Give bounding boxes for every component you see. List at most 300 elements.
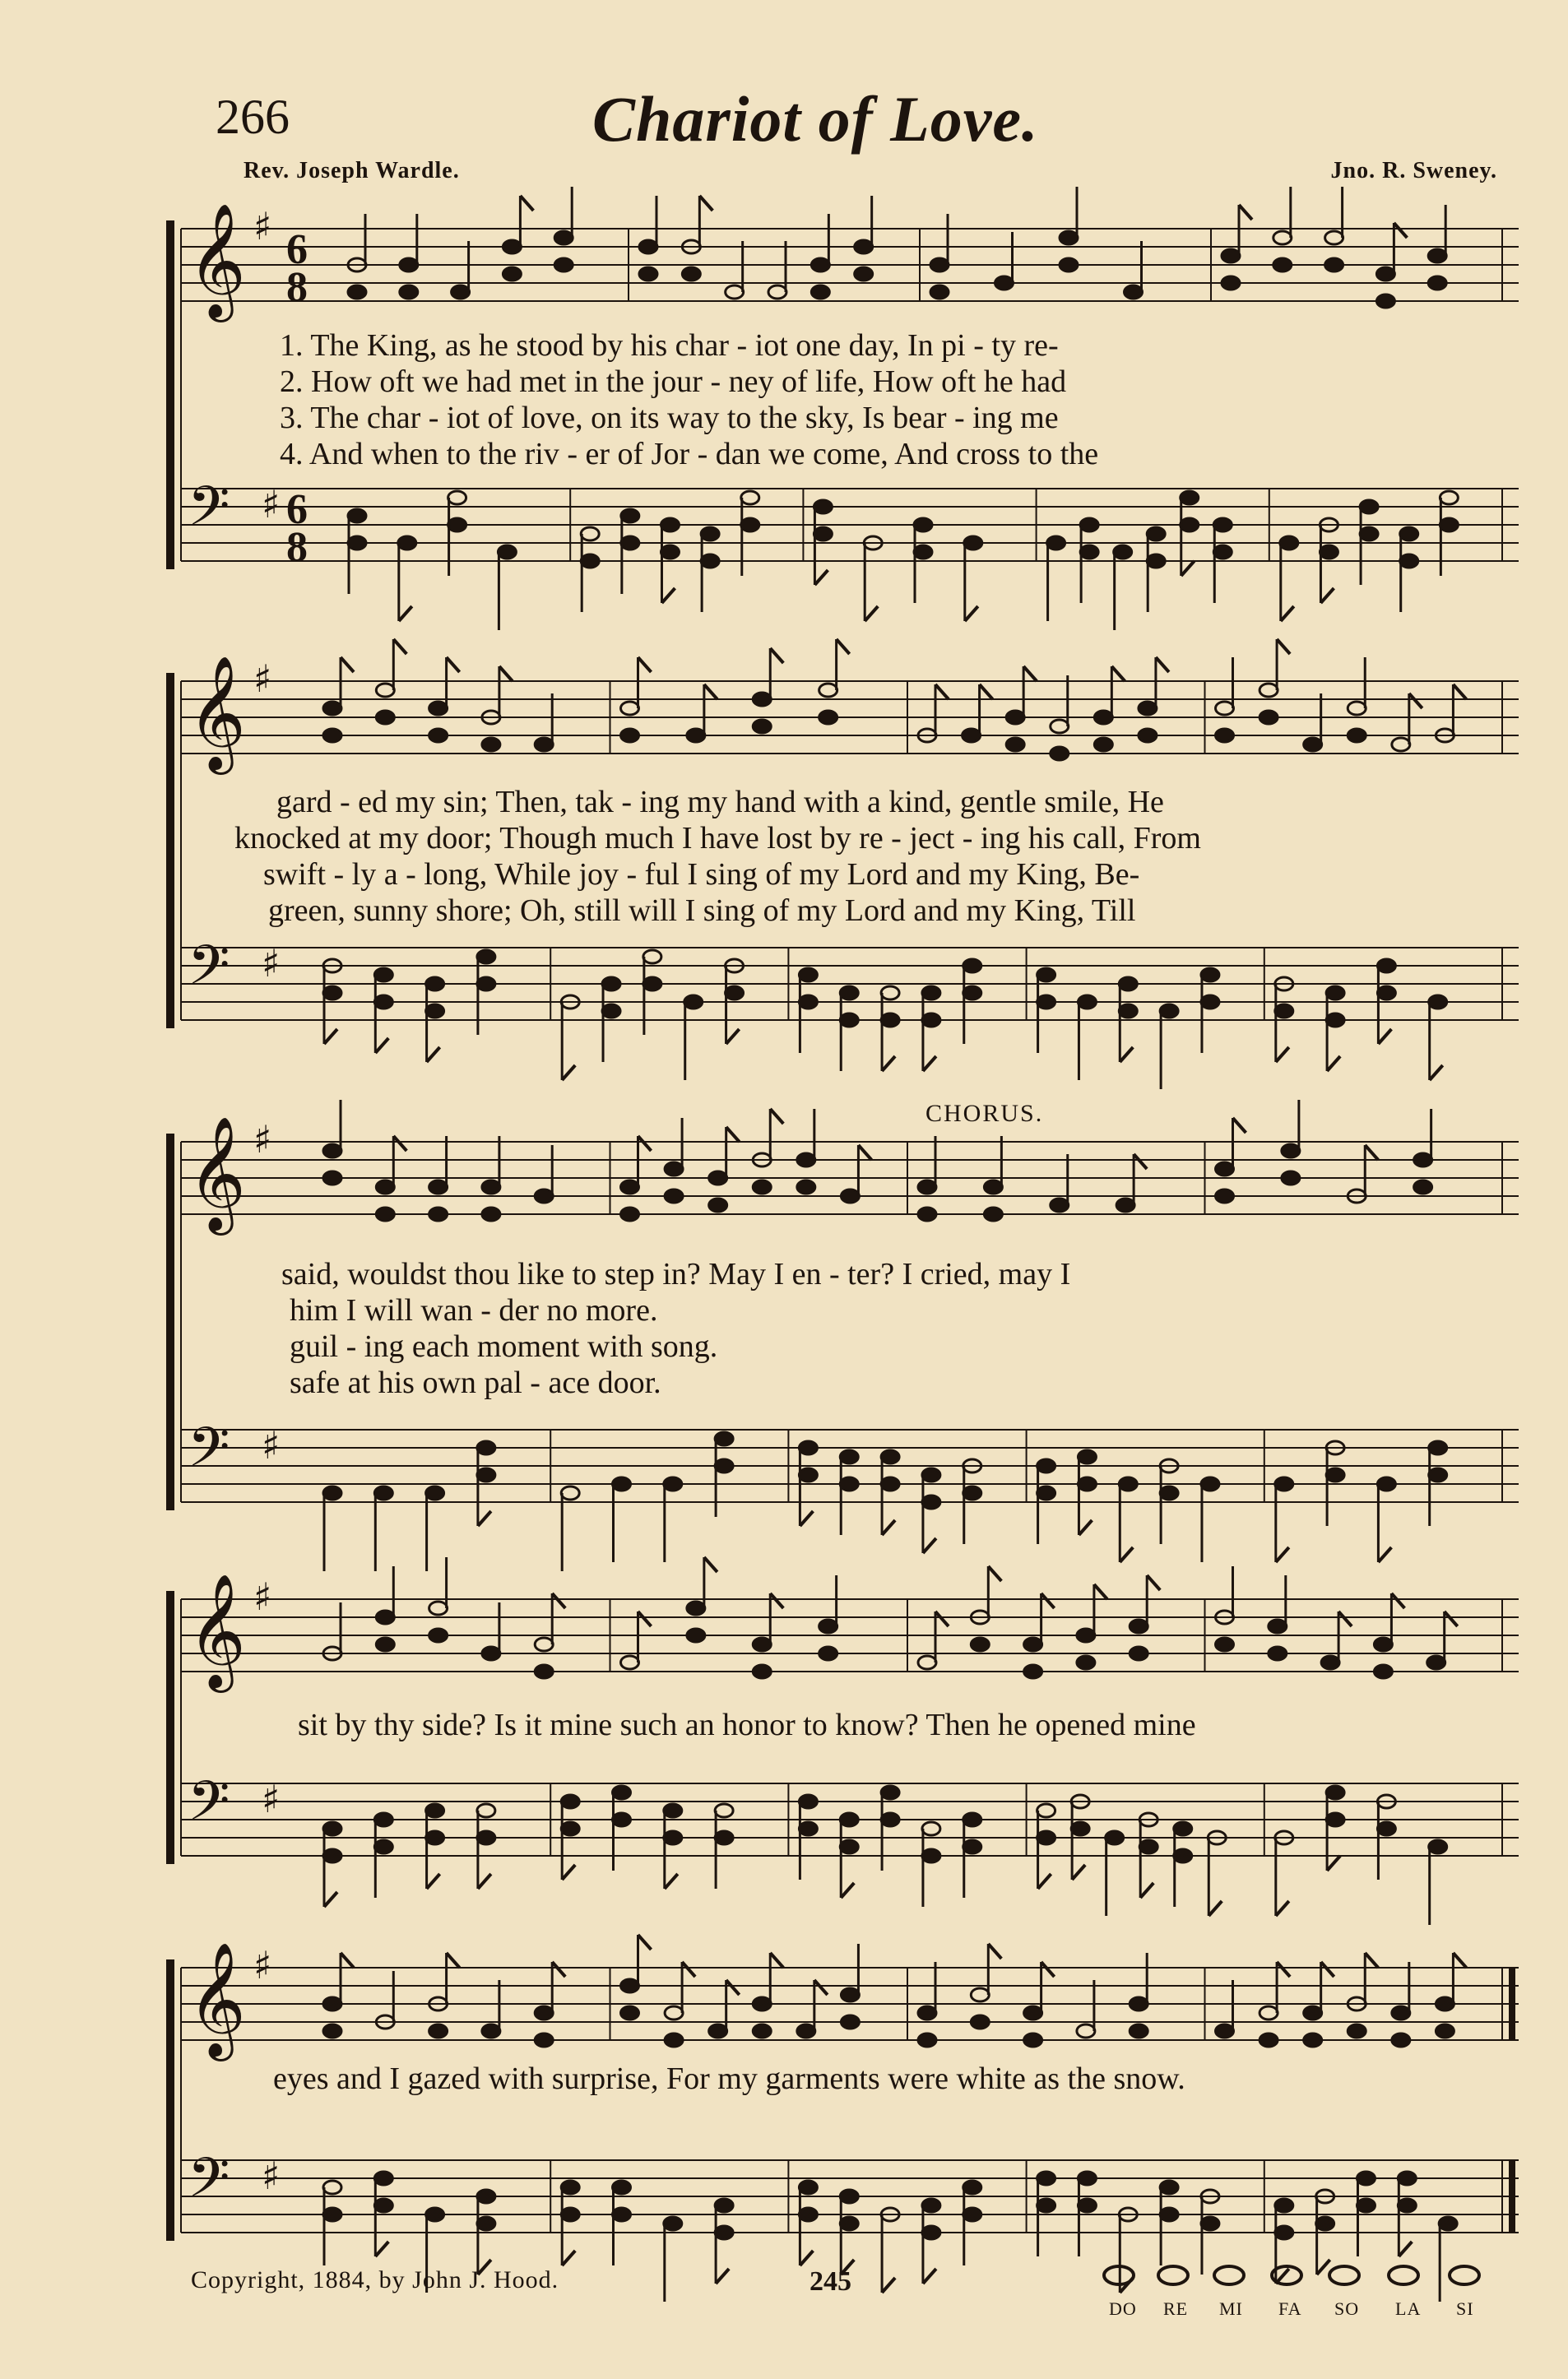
note-head bbox=[753, 1180, 771, 1194]
note-head bbox=[918, 2034, 936, 2047]
note-head bbox=[715, 1831, 733, 1844]
note-head bbox=[477, 1831, 495, 1844]
note-head bbox=[535, 1190, 553, 1203]
note-head bbox=[1374, 1665, 1392, 1678]
note-head bbox=[1304, 738, 1322, 751]
note-head bbox=[429, 1180, 448, 1194]
note-head bbox=[374, 995, 392, 1009]
note-flag bbox=[1072, 1865, 1085, 1880]
note-head bbox=[930, 285, 949, 299]
note-head bbox=[1275, 2199, 1293, 2212]
note-head bbox=[799, 2181, 817, 2194]
note-flag bbox=[1181, 561, 1195, 576]
note-head bbox=[1160, 2181, 1178, 2194]
note-head bbox=[664, 2217, 682, 2230]
note-head bbox=[840, 2217, 858, 2230]
note-head bbox=[613, 1813, 631, 1826]
note-flag bbox=[770, 1953, 783, 1968]
note-head bbox=[995, 276, 1014, 290]
note-flag bbox=[1365, 1145, 1378, 1160]
note-head bbox=[477, 2217, 495, 2230]
shape-label-so: SO bbox=[1334, 2298, 1360, 2319]
note-head bbox=[1348, 702, 1366, 715]
note-head bbox=[840, 1840, 858, 1853]
note-head bbox=[400, 285, 418, 299]
note-flag bbox=[882, 1056, 895, 1071]
note-flag bbox=[393, 639, 406, 654]
note-head bbox=[665, 1190, 683, 1203]
note-head bbox=[561, 2208, 579, 2221]
note-flag bbox=[1276, 1047, 1289, 1062]
note-head bbox=[963, 1813, 981, 1826]
note-head bbox=[1125, 285, 1143, 299]
note-head bbox=[768, 285, 786, 299]
note-head bbox=[881, 1477, 899, 1491]
note-flag bbox=[341, 657, 354, 672]
note-head bbox=[323, 1997, 341, 2010]
note-head bbox=[726, 285, 744, 299]
treble-clef: 𝄞 bbox=[188, 1942, 246, 2057]
note-head bbox=[1130, 1620, 1148, 1633]
note-head bbox=[1077, 2024, 1095, 2038]
note-flag bbox=[837, 639, 850, 654]
note-head bbox=[1114, 545, 1132, 559]
note-head bbox=[753, 693, 771, 706]
note-head bbox=[840, 1477, 858, 1491]
note-head bbox=[840, 986, 858, 999]
time-signature: 6 bbox=[286, 225, 308, 273]
note-flag bbox=[562, 1065, 575, 1080]
note-head bbox=[984, 1208, 1002, 1221]
note-head bbox=[1147, 554, 1165, 568]
note-head bbox=[554, 231, 573, 244]
note-head bbox=[1436, 1997, 1454, 2010]
note-flag bbox=[638, 1935, 652, 1950]
note-head bbox=[918, 1180, 936, 1194]
note-flag bbox=[1430, 1065, 1443, 1080]
note-flag bbox=[1023, 666, 1037, 681]
note-head bbox=[1439, 2217, 1457, 2230]
note-head bbox=[426, 1486, 444, 1500]
note-flag bbox=[393, 1136, 406, 1151]
note-head bbox=[1094, 711, 1112, 724]
note-flag bbox=[1147, 1575, 1160, 1590]
shape-note-icon bbox=[1389, 2266, 1418, 2284]
note-head bbox=[374, 2172, 392, 2185]
note-head bbox=[715, 1432, 733, 1445]
note-head bbox=[715, 2226, 733, 2239]
note-head bbox=[1216, 1162, 1234, 1176]
lyric-line: gard - ed my sin; Then, tak - ing my hand with a kind, gentle smile, He bbox=[276, 785, 1164, 819]
note-head bbox=[1377, 1822, 1395, 1835]
note-head bbox=[1047, 536, 1065, 550]
note-flag bbox=[1041, 1962, 1055, 1977]
key-signature-sharp: ♯ bbox=[262, 482, 281, 527]
note-flag bbox=[1453, 684, 1466, 699]
note-flag bbox=[399, 606, 412, 621]
note-flag bbox=[770, 648, 783, 663]
note-head bbox=[1374, 1638, 1392, 1651]
lyric-line: safe at his own pal - ace door. bbox=[290, 1366, 661, 1400]
shape-label-fa: FA bbox=[1278, 2298, 1302, 2319]
hymn-number: 266 bbox=[216, 90, 290, 144]
key-signature-sharp: ♯ bbox=[262, 1423, 281, 1468]
note-head bbox=[376, 1611, 394, 1624]
note-head bbox=[613, 1786, 631, 1799]
note-flag bbox=[1111, 666, 1125, 681]
note-head bbox=[535, 2006, 553, 2020]
note-head bbox=[963, 729, 981, 742]
note-head bbox=[797, 1180, 815, 1194]
note-head bbox=[1273, 258, 1292, 271]
lyric-line: 2. How oft we had met in the jour - ney of life, How oft he had bbox=[280, 364, 1067, 399]
note-flag bbox=[814, 570, 828, 585]
shape-note-icon bbox=[1450, 2266, 1479, 2284]
note-head bbox=[1037, 995, 1055, 1009]
treble-clef: 𝄞 bbox=[188, 1116, 246, 1231]
note-head bbox=[400, 258, 418, 271]
note-head bbox=[554, 258, 573, 271]
note-flag bbox=[1276, 1547, 1289, 1562]
note-flag bbox=[1134, 1154, 1147, 1169]
shape-note-key bbox=[1099, 2251, 1502, 2333]
note-head bbox=[1051, 720, 1069, 733]
system-brace bbox=[166, 1134, 174, 1510]
final-barline bbox=[1509, 1968, 1515, 2040]
note-head bbox=[715, 2199, 733, 2212]
note-head bbox=[429, 729, 448, 742]
lyric-line: swift - ly a - long, While joy - ful I sing of my Lord and my King, Be- bbox=[263, 857, 1140, 892]
note-head bbox=[971, 1988, 989, 2001]
time-signature: 6 bbox=[286, 485, 308, 533]
note-flag bbox=[716, 2269, 729, 2284]
note-head bbox=[1325, 258, 1343, 271]
note-head bbox=[1080, 545, 1098, 559]
treble-clef: 𝄞 bbox=[188, 1574, 246, 1689]
note-flag bbox=[478, 1511, 491, 1526]
note-head bbox=[684, 995, 703, 1009]
hymn-title: Chariot of Love. bbox=[592, 83, 1039, 155]
note-head bbox=[374, 1486, 392, 1500]
note-head bbox=[613, 2208, 631, 2221]
note-flag bbox=[1277, 1962, 1290, 1977]
note-flag bbox=[1120, 1547, 1133, 1562]
note-head bbox=[811, 258, 829, 271]
note-head bbox=[799, 1822, 817, 1835]
note-flag bbox=[704, 684, 717, 699]
note-head bbox=[819, 684, 837, 697]
note-head bbox=[1428, 249, 1446, 262]
note-head bbox=[376, 1638, 394, 1651]
note-head bbox=[1024, 1665, 1042, 1678]
note-head bbox=[1201, 968, 1219, 981]
note-head bbox=[1326, 1013, 1344, 1027]
note-head bbox=[426, 977, 444, 990]
lyric-line: 3. The char - iot of love, on its way to the sky, Is bear - ing me bbox=[280, 401, 1059, 435]
note-flag bbox=[499, 666, 513, 681]
note-head bbox=[1078, 2199, 1096, 2212]
note-head bbox=[665, 2006, 683, 2020]
note-head bbox=[814, 527, 832, 540]
note-head bbox=[687, 1602, 705, 1615]
note-head bbox=[922, 2199, 940, 2212]
note-flag bbox=[1208, 1901, 1222, 1916]
note-head bbox=[348, 509, 366, 522]
system-brace bbox=[166, 673, 174, 1028]
note-head bbox=[448, 491, 466, 504]
shape-note-icon bbox=[1158, 2266, 1188, 2284]
note-head bbox=[1213, 518, 1232, 531]
note-head bbox=[1078, 1450, 1096, 1463]
note-head bbox=[1348, 2024, 1366, 2038]
note-head bbox=[922, 1849, 940, 1862]
note-head bbox=[348, 285, 366, 299]
note-flag bbox=[923, 1056, 936, 1071]
note-head bbox=[922, 1822, 940, 1835]
note-head bbox=[1414, 1180, 1432, 1194]
note-flag bbox=[1094, 1584, 1107, 1599]
note-flag bbox=[988, 1566, 1001, 1581]
note-head bbox=[1130, 2024, 1148, 2038]
note-flag bbox=[562, 2251, 575, 2265]
note-head bbox=[1275, 1004, 1293, 1018]
note-head bbox=[922, 2226, 940, 2239]
note-head bbox=[429, 702, 448, 715]
note-head bbox=[1440, 491, 1458, 504]
note-head bbox=[613, 1477, 631, 1491]
note-head bbox=[840, 1013, 858, 1027]
note-head bbox=[1440, 518, 1458, 531]
note-head bbox=[665, 2034, 683, 2047]
note-head bbox=[811, 285, 829, 299]
note-head bbox=[376, 1180, 394, 1194]
note-head bbox=[1060, 258, 1078, 271]
note-head bbox=[482, 1208, 500, 1221]
note-head bbox=[1436, 2024, 1454, 2038]
note-head bbox=[477, 1468, 495, 1482]
note-flag bbox=[1038, 1874, 1051, 1889]
note-head bbox=[1414, 1153, 1432, 1166]
key-signature-sharp: ♯ bbox=[253, 1574, 272, 1620]
note-head bbox=[1377, 1477, 1395, 1491]
note-head bbox=[535, 738, 553, 751]
note-head bbox=[1160, 1004, 1178, 1018]
page-number: 245 bbox=[810, 2266, 851, 2297]
note-flag bbox=[1140, 1883, 1153, 1898]
lyric-line: sit by thy side? Is it mine such an honor to know? Then he opened mine bbox=[298, 1708, 1196, 1742]
note-head bbox=[1216, 729, 1234, 742]
note-head bbox=[348, 536, 366, 550]
note-head bbox=[561, 1795, 579, 1808]
shape-note-icon bbox=[1329, 2266, 1359, 2284]
note-head bbox=[881, 986, 899, 999]
note-flag bbox=[1338, 1612, 1352, 1626]
note-head bbox=[855, 240, 873, 253]
note-head bbox=[323, 2208, 341, 2221]
lyric-line: green, sunny shore; Oh, still will I sing of my Lord and my King, Till bbox=[268, 893, 1136, 928]
bass-clef: 𝄢 bbox=[188, 2146, 230, 2224]
note-flag bbox=[552, 1593, 565, 1608]
note-head bbox=[664, 1831, 682, 1844]
note-flag bbox=[375, 2242, 388, 2256]
note-head bbox=[323, 702, 341, 715]
note-head bbox=[753, 1997, 771, 2010]
note-flag bbox=[1079, 1520, 1092, 1535]
note-head bbox=[1130, 1997, 1148, 2010]
note-head bbox=[799, 1795, 817, 1808]
note-head bbox=[429, 1208, 448, 1221]
note-head bbox=[1077, 1629, 1095, 1642]
shape-label-do: DO bbox=[1109, 2298, 1137, 2319]
note-flag bbox=[704, 1557, 717, 1572]
lyric-line: eyes and I gazed with surprise, For my garments were white as the snow. bbox=[273, 2061, 1185, 2096]
note-head bbox=[841, 1190, 859, 1203]
note-head bbox=[963, 2208, 981, 2221]
note-head bbox=[1160, 2208, 1178, 2221]
lyric-line: 1. The King, as he stood by his char - iot one day, In pi - ty re- bbox=[280, 328, 1059, 363]
note-head bbox=[426, 1804, 444, 1817]
note-head bbox=[665, 1162, 683, 1176]
note-head bbox=[621, 509, 639, 522]
note-head bbox=[1429, 995, 1447, 1009]
note-head bbox=[814, 500, 832, 513]
note-flag bbox=[1391, 1593, 1404, 1608]
note-head bbox=[741, 491, 759, 504]
note-head bbox=[1275, 2226, 1293, 2239]
note-head bbox=[963, 2181, 981, 2194]
note-head bbox=[1320, 545, 1338, 559]
note-head bbox=[1360, 500, 1378, 513]
note-head bbox=[819, 1620, 837, 1633]
note-flag bbox=[1327, 1056, 1340, 1071]
note-flag bbox=[1321, 1962, 1334, 1977]
note-head bbox=[709, 2024, 727, 2038]
note-flag bbox=[552, 1962, 565, 1977]
note-head bbox=[535, 1665, 553, 1678]
note-flag bbox=[726, 1029, 740, 1044]
note-head bbox=[426, 1831, 444, 1844]
note-head bbox=[1348, 729, 1366, 742]
bass-clef: 𝄢 bbox=[188, 1769, 230, 1847]
note-head bbox=[664, 1804, 682, 1817]
note-head bbox=[841, 1988, 859, 2001]
note-flag bbox=[1394, 223, 1407, 238]
note-head bbox=[561, 2181, 579, 2194]
note-head bbox=[535, 1638, 553, 1651]
note-flag bbox=[1276, 1901, 1289, 1916]
note-head bbox=[323, 1822, 341, 1835]
note-head bbox=[1304, 2034, 1322, 2047]
note-head bbox=[477, 1441, 495, 1454]
note-head bbox=[682, 267, 700, 281]
note-head bbox=[963, 1840, 981, 1853]
note-head bbox=[1139, 702, 1157, 715]
shape-note-icon bbox=[1104, 2266, 1134, 2284]
note-head bbox=[1222, 276, 1240, 290]
note-head bbox=[1282, 1171, 1300, 1185]
note-head bbox=[918, 2006, 936, 2020]
key-signature-sharp: ♯ bbox=[253, 656, 272, 702]
note-head bbox=[1139, 729, 1157, 742]
note-head bbox=[477, 2190, 495, 2203]
note-head bbox=[1160, 1486, 1178, 1500]
note-head bbox=[376, 1208, 394, 1221]
note-head bbox=[621, 536, 639, 550]
note-flag bbox=[665, 1874, 678, 1889]
note-head bbox=[1080, 518, 1098, 531]
note-head bbox=[797, 2024, 815, 2038]
note-head bbox=[1427, 1656, 1445, 1669]
lyric-line: said, wouldst thou like to step in? May I en - ter? I cried, may I bbox=[281, 1257, 1071, 1292]
note-head bbox=[1006, 738, 1024, 751]
note-head bbox=[323, 1144, 341, 1157]
note-flag bbox=[1281, 606, 1294, 621]
note-head bbox=[918, 1208, 936, 1221]
key-signature-sharp: ♯ bbox=[262, 1777, 281, 1822]
note-head bbox=[661, 545, 679, 559]
note-head bbox=[482, 1180, 500, 1194]
note-flag bbox=[682, 1962, 695, 1977]
note-head bbox=[741, 518, 759, 531]
note-head bbox=[1376, 294, 1394, 308]
note-head bbox=[477, 1804, 495, 1817]
note-head bbox=[1216, 1190, 1234, 1203]
note-head bbox=[1201, 1477, 1219, 1491]
lyric-line: guil - ing each moment with song. bbox=[290, 1329, 718, 1364]
note-flag bbox=[800, 1511, 813, 1526]
note-head bbox=[621, 1180, 639, 1194]
note-head bbox=[1078, 2172, 1096, 2185]
note-flag bbox=[699, 196, 712, 211]
note-flag bbox=[814, 1980, 828, 1995]
note-head bbox=[687, 729, 705, 742]
note-head bbox=[498, 545, 516, 559]
note-head bbox=[1147, 527, 1165, 540]
composer: Jno. R. Sweney. bbox=[1330, 158, 1497, 183]
note-head bbox=[1398, 2199, 1416, 2212]
note-head bbox=[535, 2034, 553, 2047]
note-flag bbox=[770, 1593, 783, 1608]
note-head bbox=[482, 2024, 500, 2038]
note-head bbox=[581, 554, 599, 568]
key-signature-sharp: ♯ bbox=[262, 2154, 281, 2199]
note-flag bbox=[935, 684, 949, 699]
note-head bbox=[971, 2015, 989, 2029]
note-head bbox=[922, 1496, 940, 1509]
note-head bbox=[1213, 545, 1232, 559]
treble-clef: 𝄞 bbox=[188, 656, 246, 771]
note-flag bbox=[726, 1980, 740, 1995]
note-flag bbox=[865, 606, 878, 621]
shape-label-re: RE bbox=[1163, 2298, 1189, 2319]
shape-label-si: SI bbox=[1456, 2298, 1474, 2319]
note-head bbox=[1139, 1840, 1157, 1853]
note-head bbox=[1181, 491, 1199, 504]
note-head bbox=[1037, 1459, 1055, 1472]
note-flag bbox=[324, 1029, 337, 1044]
shape-label-la: LA bbox=[1395, 2298, 1422, 2319]
bass-clef: 𝄢 bbox=[188, 1416, 230, 1493]
note-head bbox=[819, 711, 837, 724]
note-flag bbox=[638, 1136, 652, 1151]
note-head bbox=[374, 2199, 392, 2212]
note-head bbox=[914, 518, 932, 531]
note-head bbox=[715, 1804, 733, 1817]
note-head bbox=[661, 518, 679, 531]
note-head bbox=[799, 995, 817, 1009]
note-flag bbox=[520, 196, 533, 211]
note-head bbox=[1316, 2217, 1334, 2230]
